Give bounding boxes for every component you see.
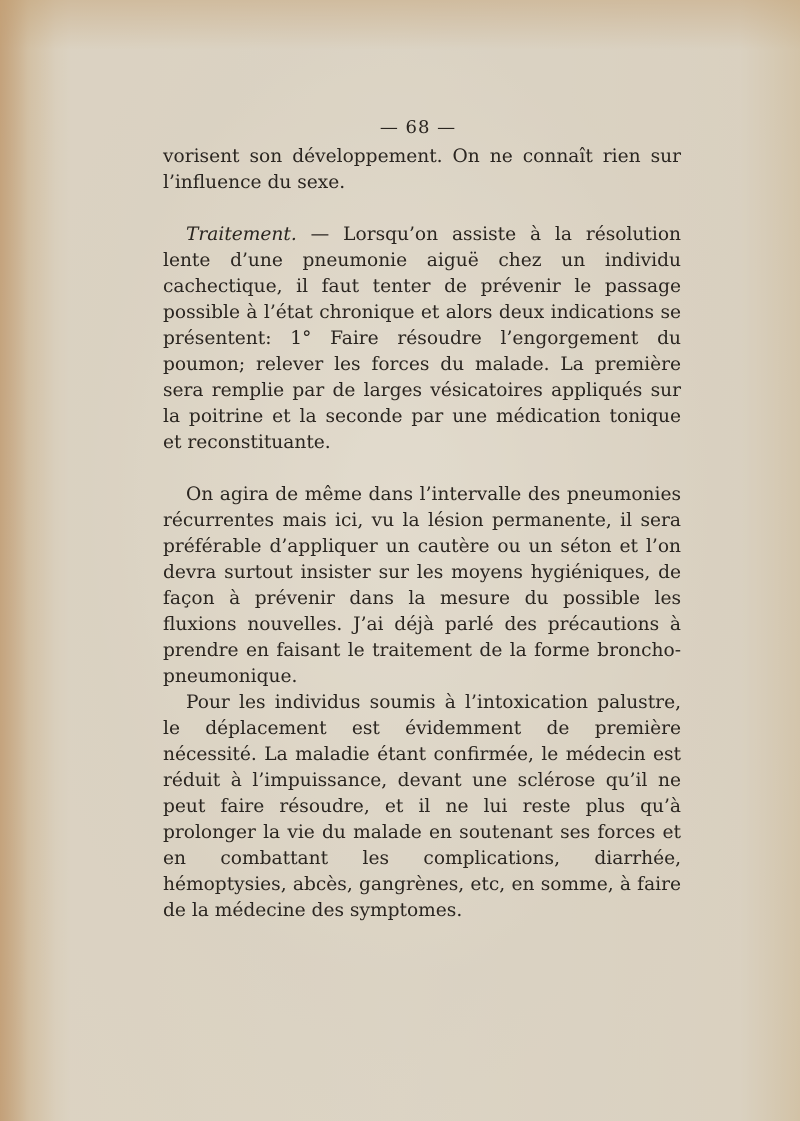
section-heading-traitement: Traitement. xyxy=(186,224,297,245)
page-number: — 68 — xyxy=(379,117,457,138)
paragraph-continuation: vorisent son développement. On ne connaît rien sur l’influence du sexe. xyxy=(163,146,681,193)
paragraph-treatment-text: — Lorsqu’on assiste à la résolution lente d’une pneumonie aiguë chez un individu cachectique, il faut tenter de prévenir le passage possible à l’état chronique et alors deux indications se présentent: 1° Faire résoudre l’engorgement du poumon; relever les forces du malade. La première sera remplie par de larges vésicatoires appliqués sur la poitrine et la seconde par une médication tonique et reconstituante. xyxy=(163,224,681,453)
body-text xyxy=(163,144,681,924)
paragraph-recurrent: On agira de même dans l’intervalle des pneumonies récurrentes mais ici, vu la lésion permanente, il sera préférable d’appliquer un cautère ou un séton et l’on devra surtout insister sur les moyens hygiéniques, de façon à prévenir dans la mesure du possible les fluxions nouvelles. J’ai déjà parlé des précautions à prendre en faisant le traitement de la forme broncho-pneumonique. xyxy=(163,484,681,687)
paragraph-palustre: Pour les individus soumis à l’intoxication palustre, le déplacement est évidemment de première nécessité. La maladie étant confirmée, le médecin est réduit à l’impuissance, devant une sclérose qu’il ne peut faire résoudre, et il ne lui reste plus qu’à prolonger la vie du malade en soutenant ses forces et en combattant les complications, diarrhée, hémoptysies, abcès, gangrènes, etc, en somme, à faire de la médecine des symptomes. xyxy=(163,692,681,921)
paragraph-treatment xyxy=(163,222,681,456)
